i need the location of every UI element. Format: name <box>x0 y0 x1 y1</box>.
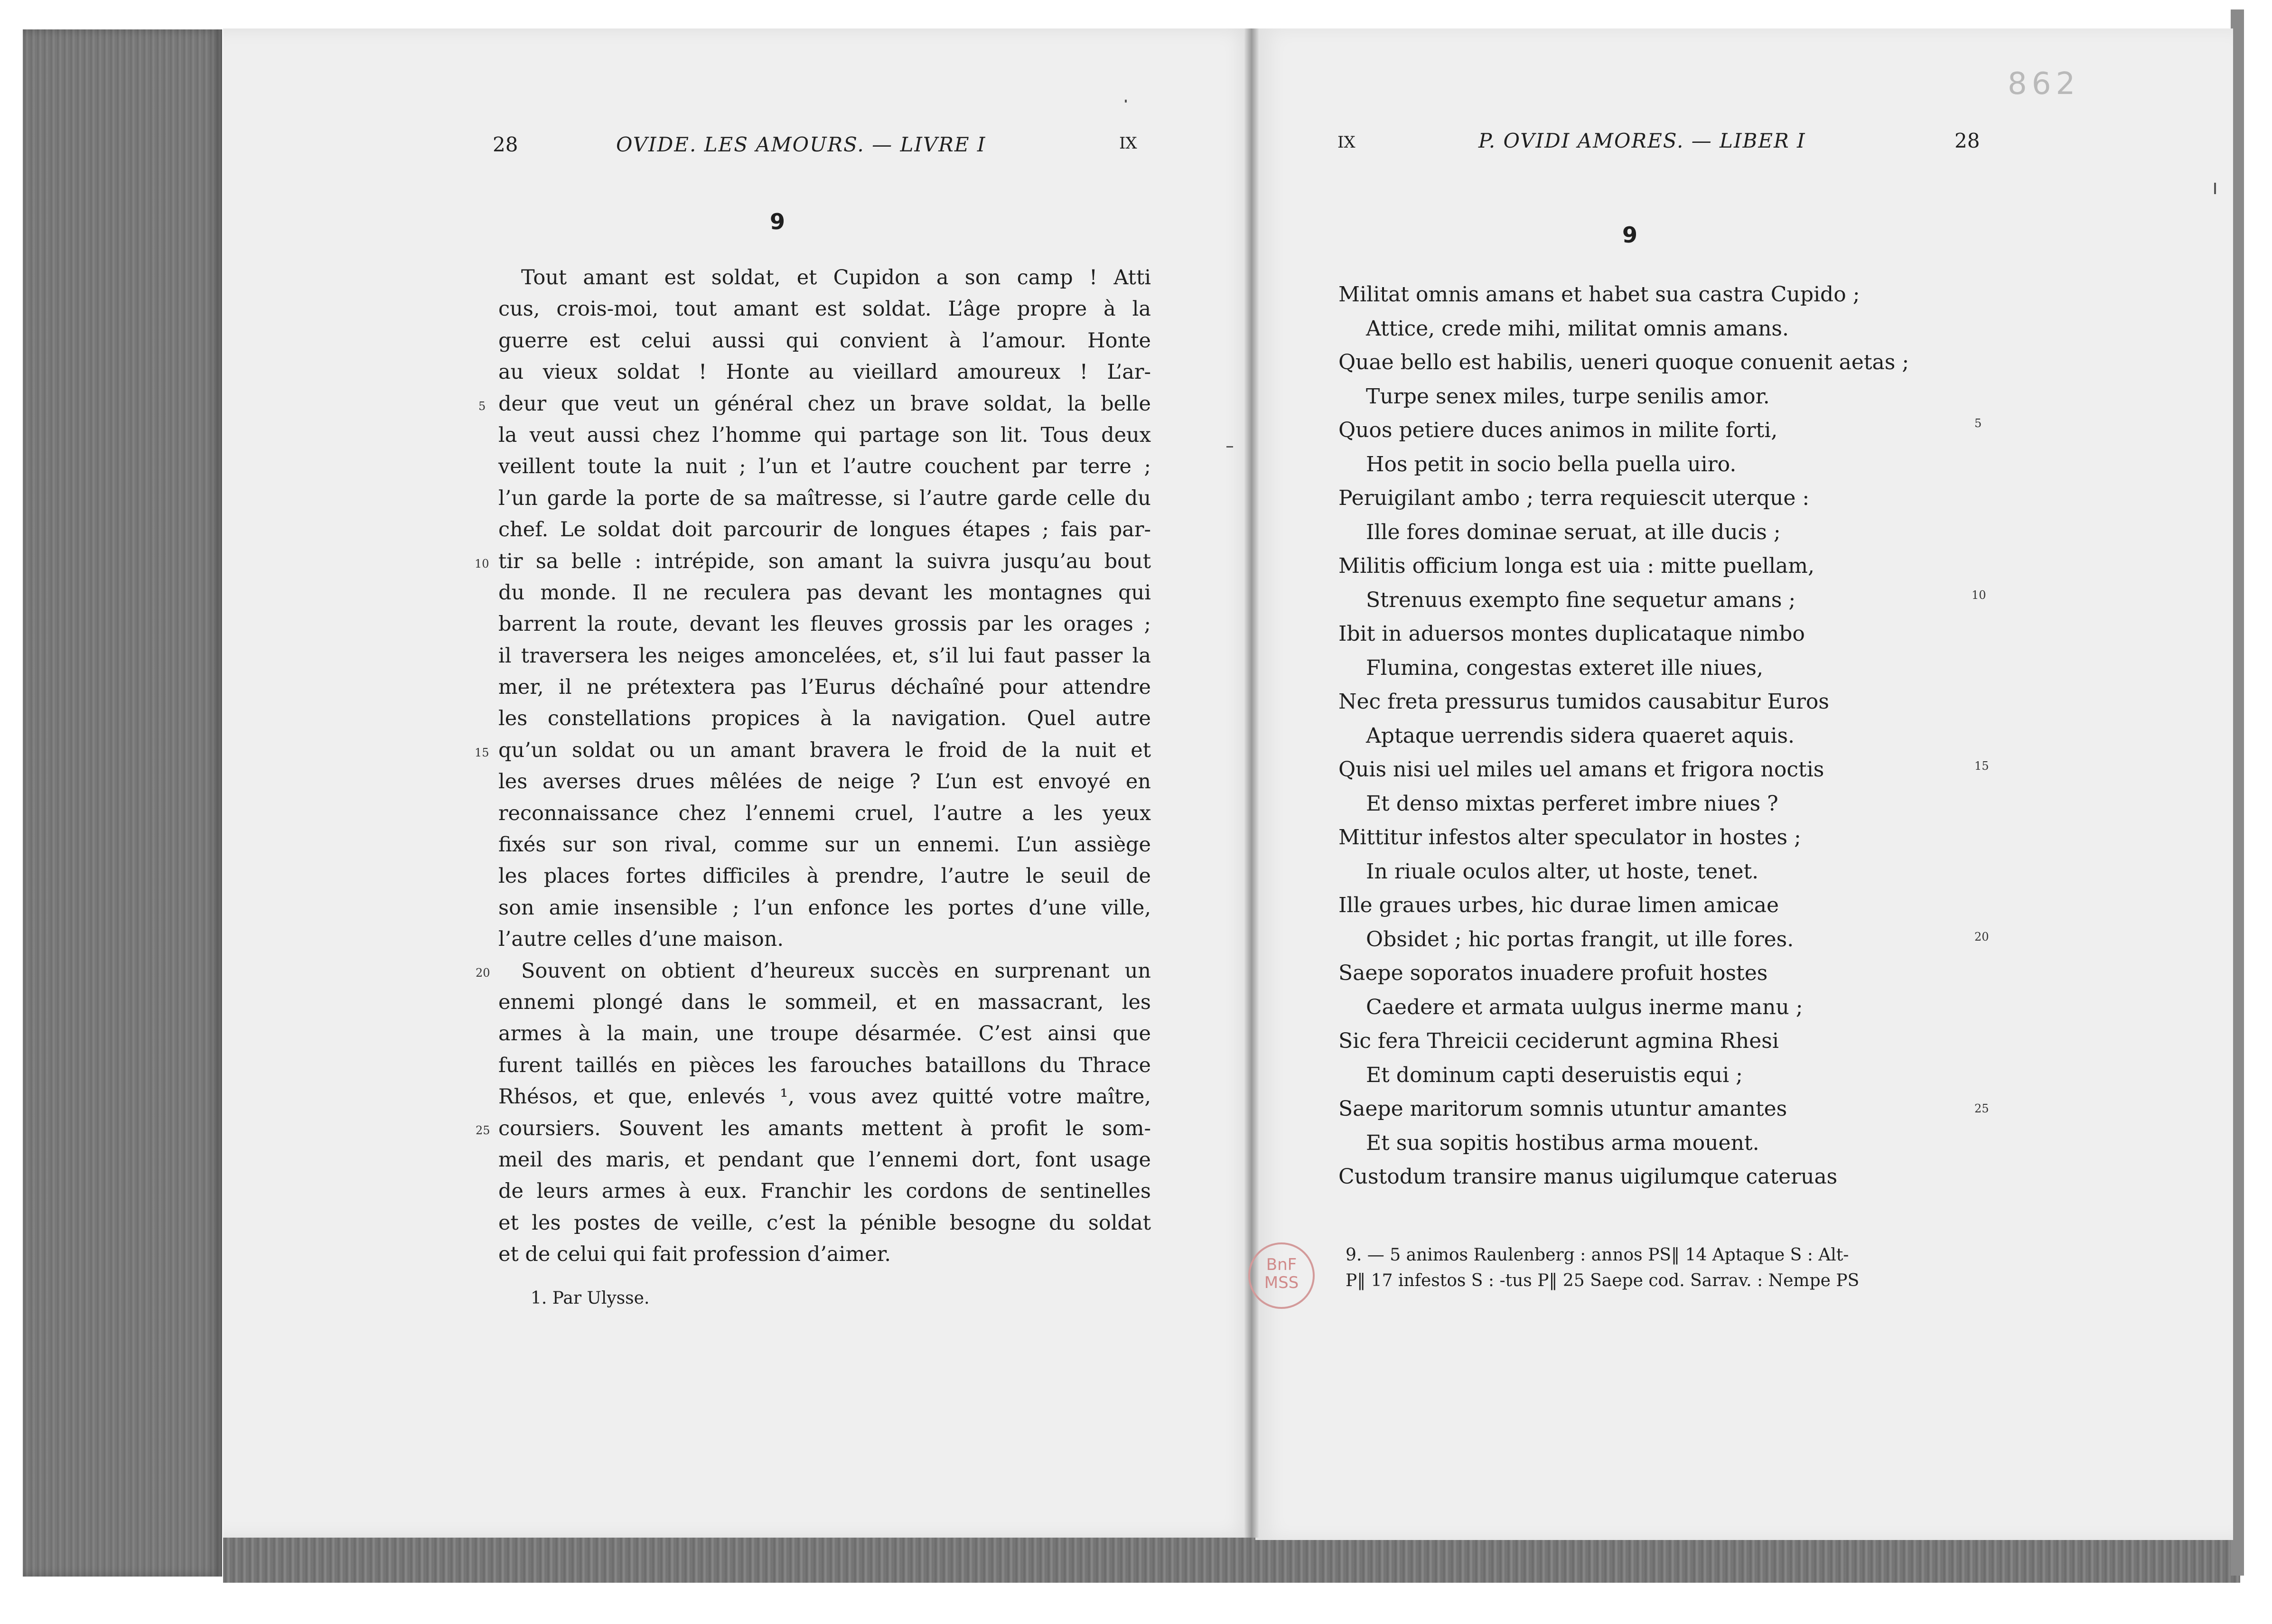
verse-line: Quis nisi uel miles uel amans et frigora noctis <box>1338 757 1824 782</box>
verse-line: Ille graues urbes, hic durae limen amicae <box>1338 893 1779 917</box>
prose-line: les averses drues mêlées de neige ? L’un est envoyé en <box>498 770 1151 794</box>
scan-speck <box>1125 100 1127 103</box>
right-section-mark: IX <box>1337 133 1356 152</box>
verse-line: Sic fera Threicii ceciderunt agmina Rhesi <box>1338 1029 1779 1053</box>
verse-line: Attice, crede mihi, militat omnis amans. <box>1366 316 1789 341</box>
left-title-text: OVIDE. LES AMOURS. — LIVRE I <box>616 133 986 156</box>
scan-background-left <box>23 29 222 1577</box>
prose-line: et les postes de veille, c’est la pénible besogne du soldat <box>498 1211 1151 1235</box>
prose-line: barrent la route, devant les fleuves grossis par les orages ; <box>498 612 1151 636</box>
right-line-number: 5 <box>1974 417 1982 430</box>
prose-line: les places fortes difficiles à prendre, l’autre le seuil de <box>498 864 1151 888</box>
left-line-number: 5 <box>478 400 486 413</box>
prose-line: Tout amant est soldat, et Cupidon a son camp ! Atti <box>521 266 1151 289</box>
prose-line: guerre est celui aussi qui convient à l’amour. Honte <box>498 328 1151 353</box>
prose-line: de leurs armes à eux. Franchir les cordons de sentinelles <box>498 1179 1151 1204</box>
verse-line: Et sua sopitis hostibus arma mouent. <box>1366 1130 1759 1155</box>
verse-line: Caedere et armata uulgus inerme manu ; <box>1366 995 1803 1019</box>
right-line-number: 25 <box>1974 1102 1989 1115</box>
prose-line: les constellations propices à la navigation. Quel autre <box>498 707 1151 731</box>
left-line-number: 10 <box>475 557 489 570</box>
prose-line: furent taillés en pièces les farouches bataillons du Thrace <box>498 1053 1151 1077</box>
verse-line: Nec freta pressurus tumidos causabitur Euros <box>1338 690 1829 714</box>
verse-line: Militis officium longa est uia : mitte puellam, <box>1338 554 1814 578</box>
right-line-number: 10 <box>1972 588 1986 602</box>
verse-line: Hos petit in socio bella puella uiro. <box>1366 452 1737 476</box>
prose-line: deur que veut un général chez un brave soldat, la belle <box>498 392 1151 416</box>
verse-line: Mittitur infestos alter speculator in hostes ; <box>1338 825 1801 849</box>
left-line-number: 25 <box>476 1124 490 1137</box>
verse-line: Et dominum capti deseruistis equi ; <box>1366 1063 1743 1087</box>
verse-line: Turpe senex miles, turpe senilis amor. <box>1366 384 1770 409</box>
verse-line: Peruigilant ambo ; terra requiescit uterque : <box>1338 486 1810 510</box>
left-section-mark: IX <box>1119 134 1137 153</box>
left-running-title <box>616 133 986 156</box>
prose-line: il traversera les neiges amoncelées, et, s’il lui faut passer la <box>498 644 1151 668</box>
prose-line: la veut aussi chez l’homme qui partage son lit. Tous deux <box>498 423 1151 447</box>
verse-line: Flumina, congestas exteret ille niues, <box>1366 655 1763 680</box>
left-line-number: 15 <box>475 746 489 759</box>
verse-line: Aptaque uerrendis sidera quaeret aquis. <box>1366 723 1795 748</box>
book-gutter <box>1244 28 1259 1538</box>
verse-line: Saepe maritorum somnis utuntur amantes <box>1338 1097 1787 1121</box>
scan-speck <box>2214 183 2216 194</box>
prose-line: l’un garde la porte de sa maîtresse, si l’autre garde celle du <box>498 486 1151 510</box>
prose-line: son amie insensible ; l’un enfonce les portes d’une ville, <box>498 896 1151 920</box>
right-page-number: 28 <box>1954 129 1980 152</box>
left-page-number: 28 <box>493 133 518 156</box>
critical-apparatus <box>1346 1242 1986 1294</box>
verse-line: Custodum transire manus uigilumque cateruas <box>1338 1165 1838 1189</box>
prose-line: reconnaissance chez l’ennemi cruel, l’autre a les yeux <box>498 801 1151 825</box>
library-stamp <box>1248 1242 1315 1309</box>
verse-line: Obsidet ; hic portas frangit, ut ille fores. <box>1366 927 1794 952</box>
left-line-number: 20 <box>476 966 490 980</box>
right-poem-number: 9 <box>1622 222 1638 248</box>
prose-line: meil des maris, et pendant que l’ennemi dort, font usage <box>498 1148 1151 1172</box>
prose-line: coursiers. Souvent les amants mettent à profit le som- <box>498 1116 1151 1140</box>
verse-line: Saepe soporatos inuadere profuit hostes <box>1338 961 1768 985</box>
prose-line: l’autre celles d’une maison. <box>498 927 784 952</box>
verse-line: Ibit in aduersos montes duplicataque nimbo <box>1338 622 1805 646</box>
prose-line: qu’un soldat ou un amant bravera le froid de la nuit et <box>498 738 1151 762</box>
right-line-number: 15 <box>1974 759 1989 773</box>
left-footnote: 1. Par Ulysse. <box>531 1288 650 1308</box>
verse-line: Et denso mixtas perferet imbre niues ? <box>1366 791 1778 816</box>
verse-line: Ille fores dominae seruat, at ille ducis ; <box>1366 520 1781 544</box>
right-title-text: P. OVIDI AMORES. — LIBER I <box>1478 129 1806 152</box>
verse-line: Strenuus exempto fine sequetur amans ; <box>1366 588 1796 612</box>
prose-line: armes à la main, une troupe désarmée. C’est ainsi que <box>498 1022 1151 1046</box>
prose-line: au vieux soldat ! Honte au vieillard amoureux ! L’ar- <box>498 360 1151 384</box>
left-poem-number: 9 <box>770 209 785 234</box>
prose-line: Rhésos, et que, enlevés ¹, vous avez quitté votre maître, <box>498 1085 1151 1109</box>
prose-line: tir sa belle : intrépide, son amant la suivra jusqu’au bout <box>498 549 1151 573</box>
stamp-line: MSS <box>1264 1273 1299 1292</box>
prose-line: du monde. Il ne reculera pas devant les montagnes qui <box>498 580 1151 605</box>
scan-background-bottom <box>223 1538 2240 1583</box>
prose-line: chef. Le soldat doit parcourir de longues étapes ; fais par- <box>498 518 1151 542</box>
french-prose-text <box>498 262 1151 1270</box>
folio-number: 862 <box>2008 66 2080 102</box>
prose-line: et de celui qui fait profession d’aimer. <box>498 1242 891 1267</box>
right-line-number: 20 <box>1974 930 1989 943</box>
stamp-line: BnF <box>1266 1255 1297 1274</box>
right-running-title <box>1478 129 1806 152</box>
prose-line: ennemi plongé dans le sommeil, et en massacrant, les <box>498 990 1151 1014</box>
prose-line: fixés sur son rival, comme sur un ennemi. L’un assiège <box>498 833 1151 857</box>
verse-line: In riuale oculos alter, ut hoste, tenet. <box>1366 859 1759 884</box>
prose-line: veillent toute la nuit ; l’un et l’autre couchent par terre ; <box>498 455 1151 479</box>
verse-line: Quos petiere duces animos in milite forti, <box>1338 418 1778 442</box>
latin-verse-text <box>1338 278 2027 1194</box>
apparatus-line: 9. — 5 animos Raulenberg : annos PS‖ 14 Aptaque S : Alt- <box>1346 1245 1849 1265</box>
verse-line: Militat omnis amans et habet sua castra Cupido ; <box>1338 282 1860 307</box>
prose-line: Souvent on obtient d’heureux succès en surprenant un <box>521 959 1151 983</box>
prose-line: mer, il ne prétextera pas l’Eurus déchaîné pour attendre <box>498 675 1151 700</box>
apparatus-line: P‖ 17 infestos S : -tus P‖ 25 Saepe cod. Sarrav. : Nempe PS <box>1346 1271 1860 1290</box>
verse-line: Quae bello est habilis, ueneri quoque conuenit aetas ; <box>1338 350 1909 374</box>
prose-line: cus, crois-moi, tout amant est soldat. L’âge propre à la <box>498 297 1151 321</box>
scan-speck <box>1226 446 1233 448</box>
